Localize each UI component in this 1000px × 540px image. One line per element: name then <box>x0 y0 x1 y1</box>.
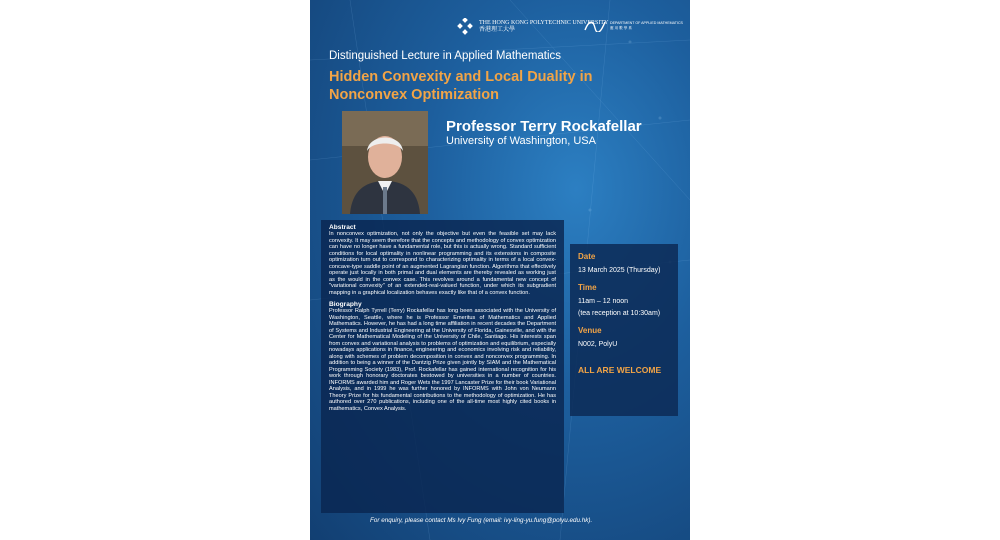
biography-text: Professor Ralph Tyrrell (Terry) Rockafellar has long been associated with the University of Washington, Seattle, where he is Professor Emeritus of Mathematics and Applied Mathematics. However, he has had a long time affiliation in recent decades the Department of Systems and Industrial Engineering at the University of Florida, Gainesville, and with the Center for Mathematical Modeling of the University of Chile, Santiago. His interests span from convex and variational analysis to problems of optimization and equilibrium, especially nowadays applications in finance, engineering and economics involving risk and reliability, along with schemes of problem decomposition in convex and nonconvex programming. In addition to being a winner of the Dantzig Prize given jointly by SIAM and the Mathematical Programming Society (1983), Prof. Rockafellar has gained international recognition for his work through honorary doctorates bestowed by universities in a number of countries. INFORMS awarded him and Roger Wets the 1997 Lancaster Prize for their book Variational Analysis, and in 1999 he was further honored by INFORMS with John von Neumann Theory Prize for his fundamental contributions to the methodology of optimization. He has authored over 270 publications, including one of the all-time most highly cited books in mathematics, Convex Analysis. <box>329 308 556 412</box>
lecture-series: Distinguished Lecture in Applied Mathematics <box>329 50 562 62</box>
dept-name-zh: 應 用 數 學 系 <box>610 26 632 30</box>
speaker-name: Professor Terry Rockafellar <box>446 118 642 135</box>
dept-name-en: DEPARTMENT OF APPLIED MATHEMATICS <box>610 21 683 25</box>
lecture-title <box>329 68 649 104</box>
venue-label: Venue <box>578 326 602 335</box>
tea-reception-note: (tea reception at 10:30am) <box>578 310 661 317</box>
time-range: 11am – 12 noon <box>578 298 629 305</box>
enquiry-contact: For enquiry, please contact Ms Ivy Fung (email: ivy-ling-yu.fung@polyu.edu.hk). <box>370 517 593 524</box>
abstract-panel <box>321 220 564 513</box>
lecture-poster <box>310 0 690 540</box>
dept-logo <box>584 20 683 32</box>
date-value: 13 March 2025 (Thursday) <box>578 267 661 274</box>
lecture-title-line1: Hidden Convexity and Local Duality in <box>329 69 593 85</box>
date-label: Date <box>578 252 596 261</box>
polyu-name-en: THE HONG KONG POLYTECHNIC UNIVERSITY <box>479 20 609 26</box>
abstract-text: In nonconvex optimization, not only the objective but even the feasible set may lack convexity. It may seem therefore that the concepts and methodology of convex optimization can have no longer have a fundamental role, but this is actually wrong. Standard sufficient conditions for local optimality in nonlinear programming and its extensions in composite optimization turn out to correspond to characterizing optimality in terms of a local convex-concave-type saddle point of an augmented Lagrangian function. Algorithms that effectively operate just locally in both primal and dual elements are thereby revealed as working just as the would in the convex case. This revolves around a fundamental new concept of "variational convexity" of an extended-real-valued function, under which its subgradient mapping in a graphical localization behaves exactly like that of a convex function. <box>329 231 556 296</box>
welcome-message: ALL ARE WELCOME <box>578 365 662 375</box>
speaker-affiliation: University of Washington, USA <box>446 135 596 147</box>
venue-value: N002, PolyU <box>578 341 618 348</box>
time-label: Time <box>578 283 597 292</box>
event-info-panel <box>570 244 678 416</box>
lecture-title-line2: Nonconvex Optimization <box>329 87 499 103</box>
time-value <box>578 296 670 320</box>
polyu-emblem-icon <box>456 18 474 36</box>
biography-heading: Biography <box>329 301 362 308</box>
speaker-portrait-icon <box>342 111 428 214</box>
speaker-photo <box>342 111 428 214</box>
dept-wave-icon <box>584 20 606 32</box>
polyu-name-zh: 香港理工大學 <box>479 27 516 33</box>
abstract-heading: Abstract <box>329 224 356 231</box>
